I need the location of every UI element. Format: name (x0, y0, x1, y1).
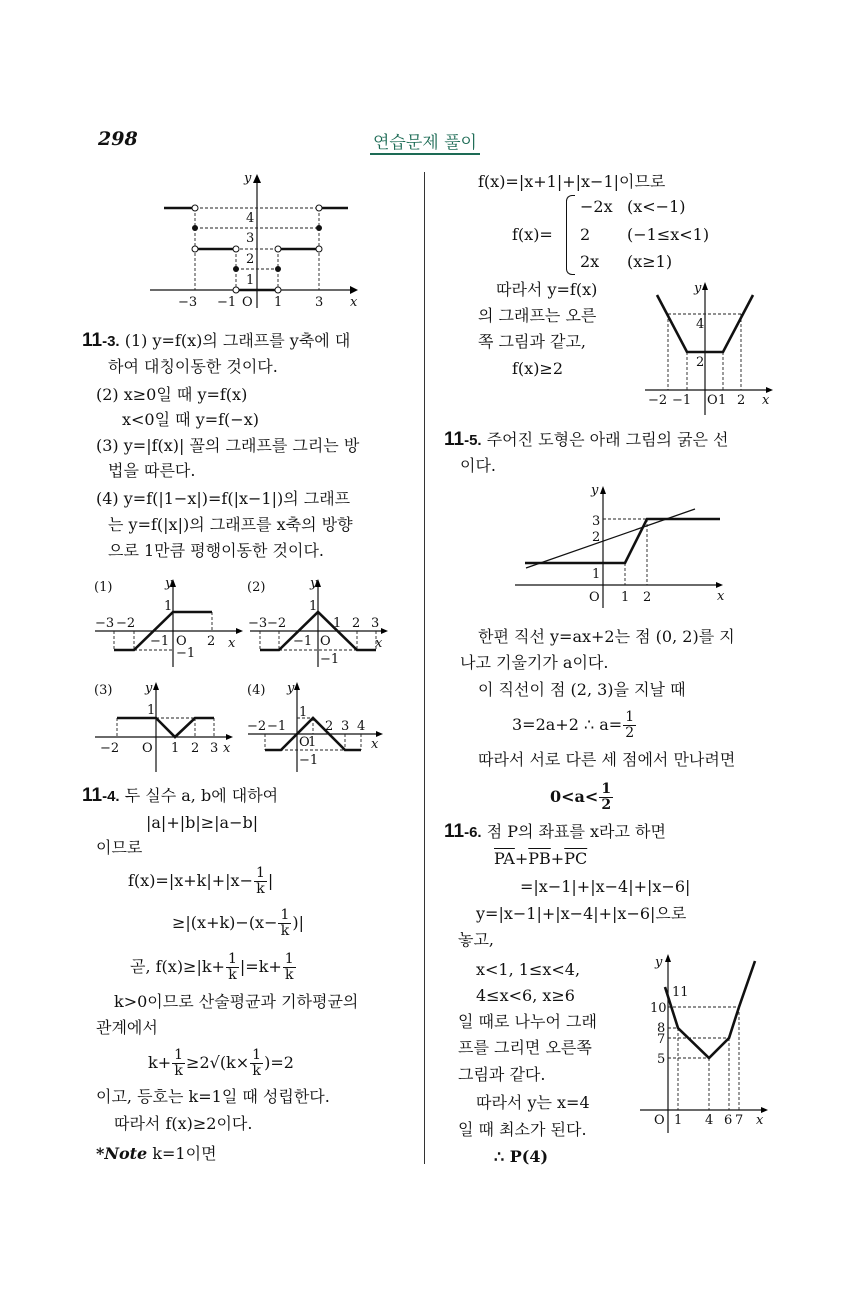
text-line: 일 때 최소가 된다. (458, 1120, 587, 1139)
tick-label: 1 (171, 741, 180, 756)
tick-label: 2 (696, 355, 705, 370)
answer-line: ∴ P(4) (494, 1147, 549, 1166)
tick-label: 1 (164, 599, 173, 614)
tick-label: −1 (150, 634, 170, 649)
tick-label: 2 (737, 393, 746, 408)
problem-sub: -5. (464, 432, 482, 449)
origin-label: O (320, 634, 331, 649)
origin-label: O (299, 735, 310, 750)
text-line: 나고 기울기가 a이다. (460, 653, 609, 672)
text-line: 한편 직선 y=ax+2는 점 (0, 2)를 지 (478, 627, 735, 646)
tick-label: 2 (592, 530, 601, 545)
text-line: 으로 1만큼 평행이동한 것이다. (108, 541, 324, 560)
axis-label-y: y (165, 576, 173, 591)
answer-line: 0<a< $\frac{1}{2}$ (550, 781, 612, 813)
axis-label-x: x (762, 393, 770, 408)
text-line: 따라서 y=f(x) (496, 280, 598, 299)
tick-label: −3 (95, 616, 115, 631)
text-line: 점 P의 좌표를 x라고 하면 (486, 822, 666, 841)
tick-label: −1 (320, 652, 340, 667)
origin-label: O (707, 393, 718, 408)
text-line: 따라서 y는 x=4 (476, 1093, 590, 1112)
tick-label: 2 (191, 741, 200, 756)
tick-label: −3 (248, 616, 268, 631)
text-line: 주어진 도형은 아래 그림의 굵은 선 (486, 430, 729, 449)
axis-label-x: x (371, 737, 379, 752)
tick-label: 3 (315, 295, 324, 310)
case-cond: (x≥1) (627, 252, 673, 271)
text-line: 하여 대칭이동한 것이다. (108, 357, 278, 376)
tick-label: 3 (371, 616, 380, 631)
tick-label: 11 (672, 985, 689, 1000)
text-line: 놓고, (458, 930, 494, 949)
text-line: 따라서 f(x)≥2이다. (114, 1114, 253, 1133)
case-expr: 2x (580, 252, 600, 271)
axis-label-y: y (145, 681, 153, 696)
tick-label: −2 (648, 393, 668, 408)
problem-11-6-heading (444, 821, 666, 844)
math-line: =|x−1|+|x−4|+|x−6| (520, 877, 691, 896)
text-line: 그림과 같다. (458, 1065, 546, 1084)
origin-label: O (176, 634, 187, 649)
tick-label: −2 (267, 616, 287, 631)
tick-label: 1 (592, 567, 601, 582)
tick-label: 4 (246, 211, 255, 226)
tick-label: −1 (176, 646, 196, 661)
graph-sub-4 (245, 680, 390, 775)
problem-number: 11 (444, 429, 465, 450)
origin-label: O (589, 590, 600, 605)
tick-label: 2 (352, 616, 361, 631)
graph-tag: (2) (247, 580, 266, 595)
graph-sub-3 (90, 680, 235, 775)
case-expr: −2x (580, 197, 613, 216)
tick-label: −1 (299, 753, 319, 768)
graph-step-function (150, 170, 370, 310)
axis-label-x: x (350, 295, 358, 310)
math-line: 곧, f(x)≥|k+ $\frac{1}{k}$ |=k+ $\frac{1}{k}$ (130, 951, 294, 983)
tick-label: 1 (674, 1113, 683, 1128)
axis-label-y: y (244, 171, 252, 186)
math-line: k+ $\frac{1}{k}$ ≥2√(k× $\frac{1}{k}$ )=2 (148, 1047, 294, 1079)
text-line: 따라서 서로 다른 세 점에서 만나려면 (478, 750, 736, 769)
problem-number: 11 (444, 821, 465, 842)
piecewise-brace (566, 195, 575, 275)
text-line: (2) x≥0일 때 y=f(x) (96, 385, 248, 404)
tick-label: −1 (267, 719, 287, 734)
case-expr: 2 (580, 225, 591, 244)
piecewise-lhs: f(x)= (512, 225, 553, 244)
math-line: 3=2a+2 ∴ a= $\frac{1}{2}$ (512, 709, 635, 741)
text-line: 는 y=f(|x|)의 그래프를 x축의 방향 (108, 515, 353, 534)
tick-label: 3 (592, 514, 601, 529)
axis-label-x: x (717, 589, 725, 604)
tick-label: 7 (735, 1113, 744, 1128)
tick-label: 1 (246, 273, 255, 288)
problem-number: 11 (82, 330, 103, 351)
problem-number: 11 (82, 785, 103, 806)
text-line: f(x)≥2 (512, 359, 564, 378)
tick-label: 1 (621, 590, 630, 605)
text-line: 의 그래프는 오른 (478, 306, 597, 325)
tick-label: 1 (309, 599, 318, 614)
origin-label: O (142, 741, 153, 756)
tick-label: −2 (116, 616, 136, 631)
tick-label: −2 (247, 719, 267, 734)
text-line: 관계에서 (96, 1018, 158, 1037)
case-cond: (−1≤x<1) (627, 225, 710, 244)
text-line: 프를 그리면 오른쪽 (458, 1038, 592, 1057)
tick-label: −1 (217, 295, 237, 310)
tick-label: 5 (657, 1052, 666, 1067)
tick-label: 2 (325, 719, 334, 734)
tick-label: 3 (246, 231, 255, 246)
tick-label: 2 (246, 252, 255, 267)
column-divider (424, 172, 425, 1164)
tick-label: 1 (718, 393, 727, 408)
text-line: k>0이므로 산술평균과 기하평균의 (114, 992, 359, 1011)
tick-label: 8 (657, 1021, 666, 1036)
text-line: 4≤x<6, x≥6 (476, 986, 575, 1005)
tick-label: 4 (705, 1113, 714, 1128)
note-line: *Note k=1이면 (96, 1144, 217, 1163)
graph-intersection (515, 480, 740, 610)
axis-label-x: x (223, 741, 231, 756)
graph-tag: (1) (94, 580, 113, 595)
text-line: 이고, 등호는 k=1일 때 성립한다. (96, 1087, 330, 1106)
graph-sub-2 (245, 575, 390, 670)
tick-label: 6 (724, 1113, 733, 1128)
problem-11-3-heading (82, 330, 350, 353)
axis-label-y: y (591, 483, 599, 498)
origin-label: O (242, 295, 253, 310)
axis-label-x: x (228, 636, 236, 651)
axis-label-y: y (655, 955, 663, 970)
tick-label: −1 (672, 393, 692, 408)
text-line: 일 때로 나누어 그래 (458, 1012, 597, 1031)
tick-label: 1 (299, 705, 308, 720)
axis-label-x: x (756, 1113, 764, 1128)
problem-11-5-heading (444, 429, 729, 452)
axis-label-y: y (310, 576, 318, 591)
case-cond: (x<−1) (627, 197, 686, 216)
text-line: (4) y=f(|1−x|)=f(|x−1|)의 그래프 (96, 489, 351, 508)
text-line: 이 직선이 점 (2, 3)을 지날 때 (478, 680, 686, 699)
text-line: 쪽 그림과 같고, (478, 332, 586, 351)
tick-label: −3 (178, 295, 198, 310)
tick-label: 1 (147, 703, 156, 718)
problem-sub: -3. (102, 333, 120, 350)
graph-abs-sum (640, 280, 775, 415)
problem-11-4-heading (82, 785, 278, 808)
tick-label: 10 (650, 1001, 667, 1016)
tick-label: 3 (210, 741, 219, 756)
text-line: 이다. (460, 456, 496, 475)
axis-label-y: y (287, 681, 295, 696)
graph-tag: (3) (94, 683, 113, 698)
tick-label: 4 (696, 317, 705, 332)
graph-distance-sum (640, 950, 770, 1135)
tick-label: 4 (357, 719, 366, 734)
tick-label: −1 (293, 634, 313, 649)
axis-label-x: x (375, 636, 383, 651)
tick-label: 3 (341, 719, 350, 734)
text-line: (1) y=f(x)의 그래프를 y축에 대 (124, 331, 351, 350)
text-line: y=|x−1|+|x−4|+|x−6|으로 (476, 904, 687, 923)
text-line: |a|+|b|≥|a−b| (146, 813, 259, 832)
text-line: 법을 따른다. (108, 461, 196, 480)
tick-label: 1 (333, 616, 342, 631)
graph-sub-1 (90, 575, 235, 670)
graph-tag: (4) (247, 683, 266, 698)
math-line: f(x)=|x+k|+|x− $\frac{1}{k}$ | (128, 865, 274, 897)
page-title: 연습문제 풀이 (370, 128, 480, 155)
tick-label: 2 (207, 634, 216, 649)
origin-label: O (654, 1113, 665, 1128)
problem-sub: -6. (464, 824, 482, 841)
problem-sub: -4. (102, 788, 120, 805)
tick-label: 1 (274, 295, 283, 310)
text-line: (3) y=|f(x)| 꼴의 그래프를 그리는 방 (96, 436, 360, 455)
axis-label-y: y (694, 281, 702, 296)
page-number: 298 (98, 128, 138, 150)
segment-sum: $\overline{PA}+\overline{PB}+\overline{PC}$ (494, 849, 588, 868)
text-line: 이므로 (96, 838, 143, 857)
text-line: x<0일 때 y=f(−x) (122, 410, 259, 429)
text-line: x<1, 1≤x<4, (476, 960, 581, 979)
math-line: ≥|(x+k)−(x− $\frac{1}{k}$ )| (172, 907, 305, 939)
text-line: 두 실수 a, b에 대하여 (124, 786, 279, 805)
tick-label: −2 (100, 741, 120, 756)
tick-label: 1 (308, 735, 317, 750)
tick-label: 2 (643, 590, 652, 605)
tick-label: 7 (657, 1032, 666, 1047)
text-line: f(x)=|x+1|+|x−1|이므로 (478, 172, 666, 191)
note-label: *Note (96, 1144, 148, 1163)
